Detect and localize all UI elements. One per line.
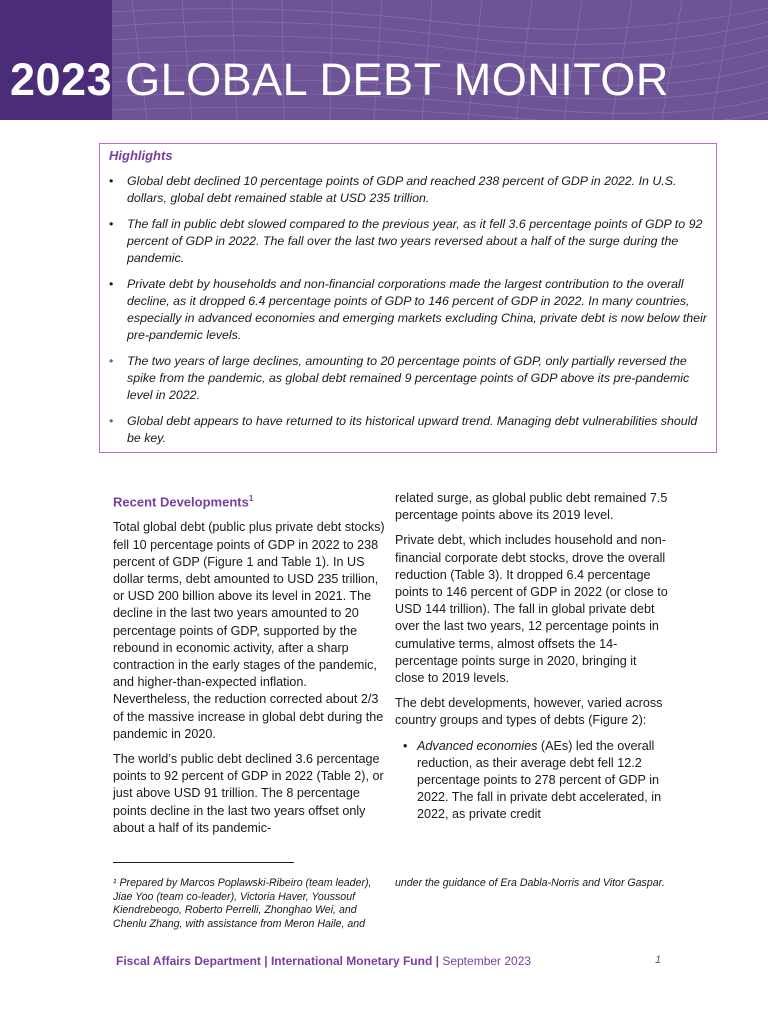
body-column-left (113, 490, 387, 845)
footnote-right: under the guidance of Era Dabla-Norris and Vitor Gaspar. (395, 877, 665, 889)
bullet-text: (AEs) led the overall reduction, as their average debt fell 12.2 percentage points to 278 percent of GDP in 2022. The fall in private debt accelerated, in 2022, as private credit (417, 738, 662, 822)
bullet-icon: • (109, 277, 114, 291)
highlight-item (100, 353, 716, 404)
footnote-left: ¹ Prepared by Marcos Poplawski-Ribeiro (team leader), Jiae Yoo (team co-leader), Victoria Haver, Youssouf Kiendrebeogo, Roberto Perrelli, Zhonghao Wei, and Chenlu Zhang, with assistance from Meron Haile, and (113, 877, 372, 930)
highlights-list (100, 173, 716, 456)
highlight-text: Private debt by households and non-financial corporations made the largest contribution to the overall decline, as it dropped 6.4 percentage points of GDP to 146 percent of GDP in 2022. In many countries, especially in advanced economies and emerging markets excluding China, private debt is now below their pre-pandemic levels. (127, 277, 707, 342)
highlight-text: The fall in public debt slowed compared to the previous year, as it fell 3.6 percentage points of GDP to 92 percent of GDP in 2022. The fall over the last two years reversed about a half of the surge during the pandemic. (127, 217, 703, 265)
section-title: Recent Developments (113, 494, 249, 510)
footnote-link[interactable]: 1 (248, 494, 254, 503)
highlights-title: Highlights (109, 148, 173, 163)
footnote-divider (113, 862, 294, 863)
highlight-text: Global debt declined 10 percentage points of GDP and reached 238 percent of GDP in 2022. In U.S. dollars, global debt remained stable at USD 235 trillion. (127, 174, 677, 205)
bullet-icon: • (109, 354, 114, 368)
bullet-lead: Advanced economies (417, 738, 538, 753)
paragraph: Private debt, which includes household and non-financial corporate debt stocks, drove the overall reduction (Table 3). It dropped 6.4 percentage points to 146 percent of GDP in 2022 (or close to USD 144 trillion). The fall in global private debt over the last two years, 12 percentage points in cumulative terms, almost offsets the 14-percentage points surge in 2020, bringing it close to 2019 levels. (395, 533, 668, 686)
paragraph: The debt developments, however, varied across country groups and types of debts (Figure 2): (395, 696, 663, 728)
report-title (10, 54, 669, 106)
body-column-right (395, 490, 669, 824)
paragraph: related surge, as global public debt remained 7.5 percentage points above its 2019 level. (395, 491, 668, 523)
paragraph: Total global debt (public plus private debt stocks) fell 10 percentage points of GDP in 2022 to 238 percent of GDP (Figure 1 and Table 1). In US dollar terms, debt amounted to USD 235 trillion, or USD 200 billion above its level in 2021. The decline in the last two years amounted to 20 percentage points of GDP, supported by the rebound in economic activity, after a sharp contraction in the early stages of the pandemic, and higher-than-expected inflation. Nevertheless, the reduction corrected about 2/3 of the massive increase in global debt during the pandemic in 2020. (113, 520, 385, 741)
report-year: 2023 (10, 54, 113, 105)
title-banner (0, 0, 768, 120)
bullet-icon: • (109, 174, 114, 188)
highlight-item (100, 173, 716, 207)
bullet-icon: • (109, 217, 114, 231)
footer-date: September 2023 (439, 954, 532, 968)
footer-department: Fiscal Affairs Department | International Monetary Fund | (116, 954, 439, 968)
page-footer (116, 953, 531, 969)
highlight-text: The two years of large declines, amounting to 20 percentage points of GDP, only partially reversed the spike from the pandemic, as global debt remained 9 percentage points of GDP above its pre-pandemic level in 2022. (127, 354, 690, 402)
highlights-box (99, 143, 717, 453)
highlight-item (100, 413, 716, 447)
section-heading (113, 490, 387, 511)
bullet-paragraph (395, 738, 669, 824)
highlight-item (100, 276, 716, 344)
bullet-icon: • (109, 414, 114, 428)
bullet-icon: • (403, 738, 408, 753)
paragraph: The world’s public debt declined 3.6 percentage points to 92 percent of GDP in 2022 (Table 2), or just above USD 91 trillion. The 8 percentage points decline in the last two years offset only about a half of its pandemic- (113, 751, 384, 835)
page-number: 1 (655, 954, 662, 966)
highlight-text: Global debt appears to have returned to its historical upward trend. Managing debt vulnerabilities should be key. (127, 414, 698, 445)
highlight-item (100, 216, 716, 267)
report-name: GLOBAL DEBT MONITOR (125, 54, 669, 105)
